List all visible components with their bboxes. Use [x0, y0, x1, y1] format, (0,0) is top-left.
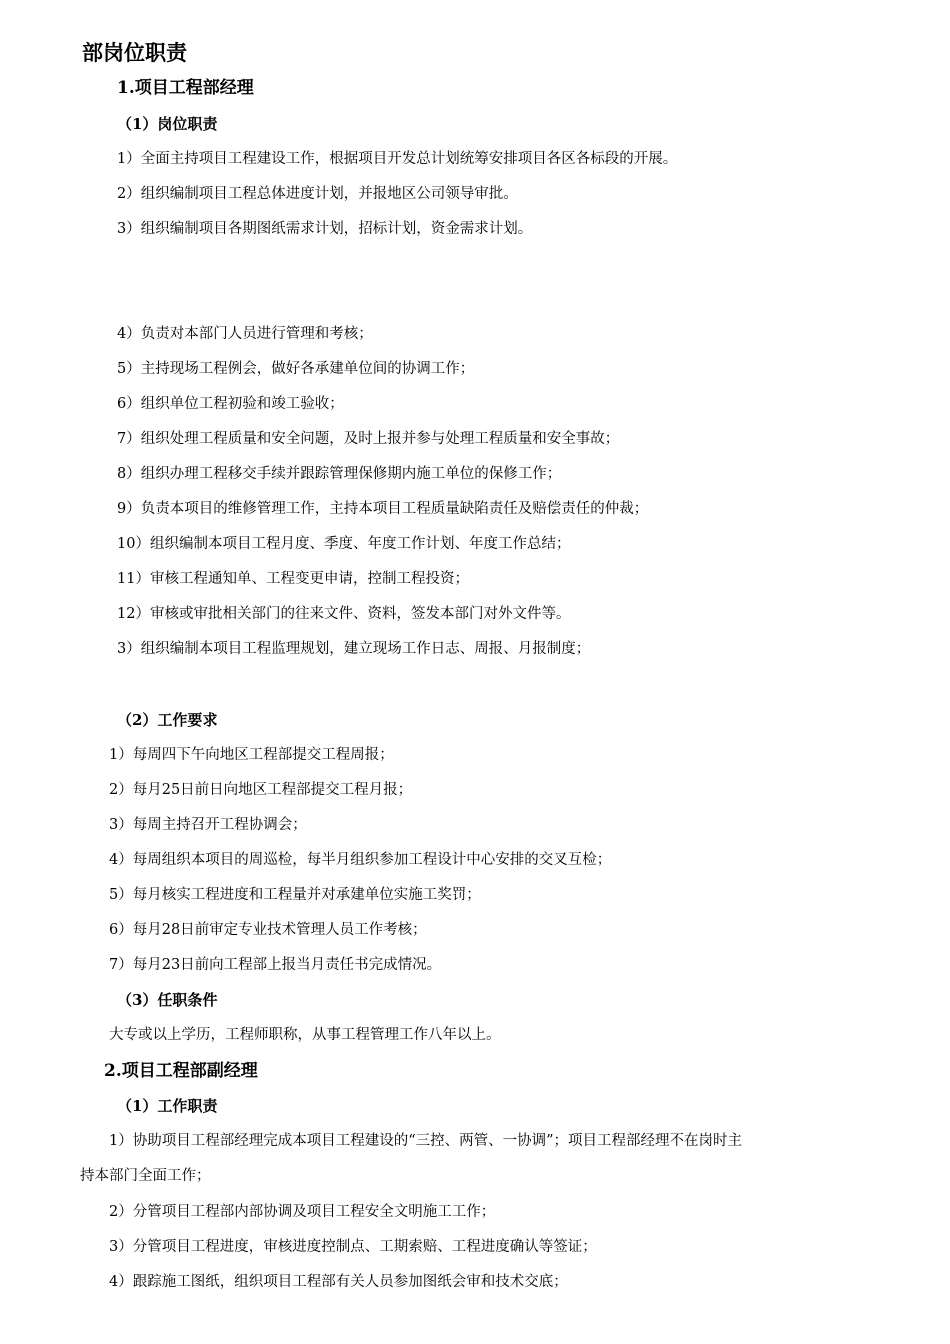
requirement-item: 4）每周组织本项目的周巡检，每半月组织参加工程设计中心安排的交叉互检； [109, 852, 612, 868]
duty-item: 2）组织编制项目工程总体进度计划，并报地区公司领导审批。 [117, 186, 518, 202]
section-1-heading: 1.项目工程部经理 [117, 78, 254, 98]
duty-item: 8）组织办理工程移交手续并跟踪管理保修期内施工单位的保修工作； [117, 466, 562, 482]
section-2-duties-heading: （1）工作职责 [117, 1097, 218, 1115]
duty-item: 12）审核或审批相关部门的往来文件、资料，签发本部门对外文件等。 [117, 606, 571, 622]
duty-item: 7）组织处理工程质量和安全问题，及时上报并参与处理工程质量和安全事故； [117, 431, 620, 447]
duty-item: 5）主持现场工程例会，做好各承建单位间的协调工作； [117, 361, 475, 377]
requirement-item: 7）每月23日前向工程部上报当月责任书完成情况。 [109, 957, 442, 973]
duty-item: 3）组织编制本项目工程监理规划，建立现场工作日志、周报、月报制度； [117, 641, 591, 657]
section-2-heading: 2.项目工程部副经理 [104, 1061, 258, 1081]
duty-item: 9）负责本项目的维修管理工作，主持本项目工程质量缺陷责任及赔偿责任的仲裁； [117, 501, 649, 517]
qualifications-text: 大专或以上学历，工程师职称，从事工程管理工作八年以上。 [109, 1027, 501, 1043]
duty-item: 11）审核工程通知单、工程变更申请，控制工程投资； [117, 571, 469, 587]
duty-item: 4）跟踪施工图纸，组织项目工程部有关人员参加图纸会审和技术交底； [109, 1274, 568, 1290]
duty-item: 1）协助项目工程部经理完成本项目工程建设的“三控、两管、一协调”；项目工程部经理不在岗时主 [109, 1133, 743, 1149]
duty-item: 10）组织编制本项目工程月度、季度、年度工作计划、年度工作总结； [117, 536, 571, 552]
duty-item: 3）分管项目工程进度，审核进度控制点、工期索赔、工程进度确认等签证； [109, 1239, 597, 1255]
section-1-duties-heading: （1）岗位职责 [117, 115, 218, 133]
duty-item: 3）组织编制项目各期图纸需求计划，招标计划，资金需求计划。 [117, 221, 533, 237]
requirement-item: 1）每周四下午向地区工程部提交工程周报； [109, 747, 394, 763]
requirement-item: 3）每周主持召开工程协调会； [109, 817, 307, 833]
duty-item-continuation: 持本部门全面工作； [80, 1168, 211, 1184]
requirement-item: 2）每月25日前日向地区工程部提交工程月报； [109, 782, 413, 798]
duty-item: 1）全面主持项目工程建设工作，根据项目开发总计划统筹安排项目各区各标段的开展。 [117, 151, 678, 167]
page-title: 部岗位职责 [82, 40, 187, 65]
section-1-requirements-heading: （2）工作要求 [117, 711, 218, 729]
duty-item: 6）组织单位工程初验和竣工验收； [117, 396, 344, 412]
duty-item: 2）分管项目工程部内部协调及项目工程安全文明施工工作； [109, 1204, 496, 1220]
section-1-qualifications-heading: （3）任职条件 [117, 991, 218, 1009]
duty-item: 4）负责对本部门人员进行管理和考核； [117, 326, 373, 342]
requirement-item: 6）每月28日前审定专业技术管理人员工作考核； [109, 922, 427, 938]
requirement-item: 5）每月核实工程进度和工程量并对承建单位实施工奖罚； [109, 887, 481, 903]
